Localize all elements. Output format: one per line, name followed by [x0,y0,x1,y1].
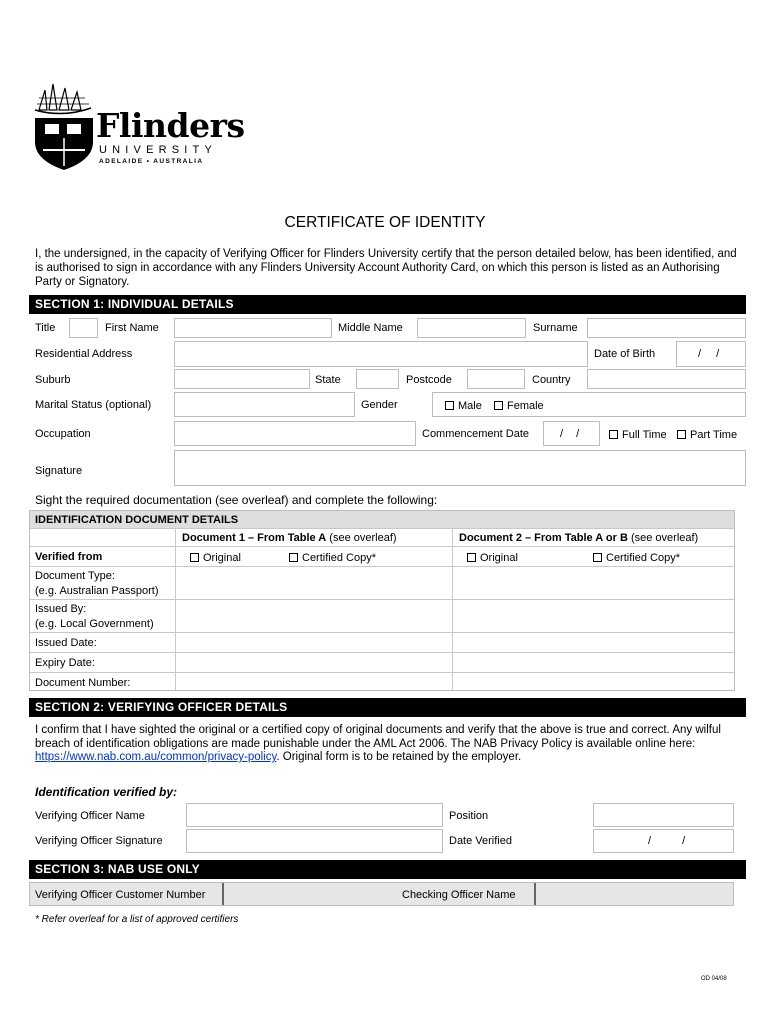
signature-label: Signature [35,465,83,477]
page-title: CERTIFICATE OF IDENTITY [284,214,486,231]
full-time-checkbox[interactable] [609,430,618,439]
part-time-checkbox[interactable] [677,430,686,439]
doc-type-example: (e.g. Australian Passport) [35,585,159,597]
verification-statement: I confirm that I have sighted the original or a certified copy of original documents and verify that the above is true and correct. Any wilful breach of identification obligations are made punishable under the AML Act 2006. The NAB Privacy Policy is available online here: https://www.nab.com.au/common/privacy-policy. Original form is to be retained by the employer. [35,724,721,764]
doc2-certified-checkbox[interactable] [593,553,602,562]
dob-separators: / / [698,348,720,360]
doc2-certified-option[interactable]: Certified Copy* [593,552,680,565]
officer-signature-label: Verifying Officer Signature [35,835,163,847]
form-code: OD 04/08 [701,976,727,982]
residential-address-input[interactable] [174,341,588,367]
state-input[interactable] [356,369,399,389]
customer-number-label: Verifying Officer Customer Number [35,889,206,901]
first-name-input[interactable] [174,318,332,338]
middle-name-label: Middle Name [338,322,403,334]
doc2-heading: Document 2 – From Table A or B (see overleaf) [459,532,699,544]
logo-location: ADELAIDE • AUSTRALIA [99,158,204,165]
title-input[interactable] [69,318,98,338]
ship-crest-icon [33,80,95,172]
suburb-label: Suburb [35,374,71,386]
male-checkbox[interactable] [445,401,454,410]
doc1-certified-option[interactable]: Certified Copy* [289,552,376,565]
intro-paragraph: I, the undersigned, in the capacity of Verifying Officer for Flinders University certify that the person detailed below, has been identified, and is authorised to sign in accordance with any Flinders University Account Authority Card, on which this person is listed as an Authorising Party or Signatory. [35,248,737,288]
surname-label: Surname [533,322,578,334]
doc-type-label: Document Type: [35,570,115,582]
verified-by-heading: Identification verified by: [35,785,178,799]
document-number-label: Document Number: [35,677,131,689]
state-label: State [315,374,341,386]
logo-university: UNIVERSITY [99,144,218,156]
logo-wordmark: Flinders [96,106,245,145]
marital-status-input[interactable] [174,392,355,417]
part-time-option[interactable]: Part Time [677,429,737,442]
officer-signature-input[interactable] [186,829,443,853]
issued-by-example: (e.g. Local Government) [35,618,154,630]
gender-female-option[interactable]: Female [494,400,544,413]
checking-officer-label: Checking Officer Name [402,889,516,901]
identification-table [29,510,735,691]
privacy-policy-link[interactable]: https://www.nab.com.au/common/privacy-policy [35,751,277,764]
marital-status-label: Marital Status (optional) [35,399,152,411]
postcode-label: Postcode [406,374,452,386]
suburb-input[interactable] [174,369,310,389]
occupation-label: Occupation [35,428,91,440]
country-input[interactable] [587,369,746,389]
id-table-title: IDENTIFICATION DOCUMENT DETAILS [35,514,239,526]
doc2-details-input[interactable] [453,567,734,690]
occupation-input[interactable] [174,421,416,446]
title-label: Title [35,322,56,334]
commencement-date-label: Commencement Date [422,428,529,440]
female-checkbox[interactable] [494,401,503,410]
expiry-date-label: Expiry Date: [35,657,95,669]
issued-date-label: Issued Date: [35,637,97,649]
doc2-original-option[interactable]: Original [467,552,518,565]
doc1-details-input[interactable] [176,567,452,690]
surname-input[interactable] [587,318,746,338]
doc1-certified-checkbox[interactable] [289,553,298,562]
full-time-option[interactable]: Full Time [609,429,667,442]
footnote: * Refer overleaf for a list of approved certifiers [35,914,239,925]
first-name-label: First Name [105,322,159,334]
customer-number-input[interactable] [222,883,395,905]
section3-header: SECTION 3: NAB USE ONLY [29,860,746,879]
doc2-original-checkbox[interactable] [467,553,476,562]
doc1-heading: Document 1 – From Table A (see overleaf) [182,532,397,544]
postcode-input[interactable] [467,369,525,389]
verified-from-label: Verified from [35,551,103,563]
dob-label: Date of Birth [594,348,656,360]
checking-officer-input[interactable] [534,883,733,905]
position-input[interactable] [593,803,734,827]
officer-name-label: Verifying Officer Name [35,810,145,822]
gender-label: Gender [361,399,398,411]
university-logo [33,80,245,175]
commencement-separators: / / [560,428,580,440]
officer-name-input[interactable] [186,803,443,827]
date-verified-separators: / / [648,835,686,847]
signature-input[interactable] [174,450,746,486]
doc1-original-option[interactable]: Original [190,552,241,565]
section2-header: SECTION 2: VERIFYING OFFICER DETAILS [29,698,746,717]
middle-name-input[interactable] [417,318,526,338]
country-label: Country [532,374,571,386]
gender-male-option[interactable]: Male [445,400,482,413]
position-label: Position [449,810,489,822]
issued-by-label: Issued By: [35,603,87,615]
sight-instructions: Sight the required documentation (see overleaf) and complete the following: [35,493,438,507]
doc1-original-checkbox[interactable] [190,553,199,562]
section1-header: SECTION 1: INDIVIDUAL DETAILS [29,295,746,314]
date-verified-label: Date Verified [449,835,512,847]
residential-address-label: Residential Address [35,348,133,360]
